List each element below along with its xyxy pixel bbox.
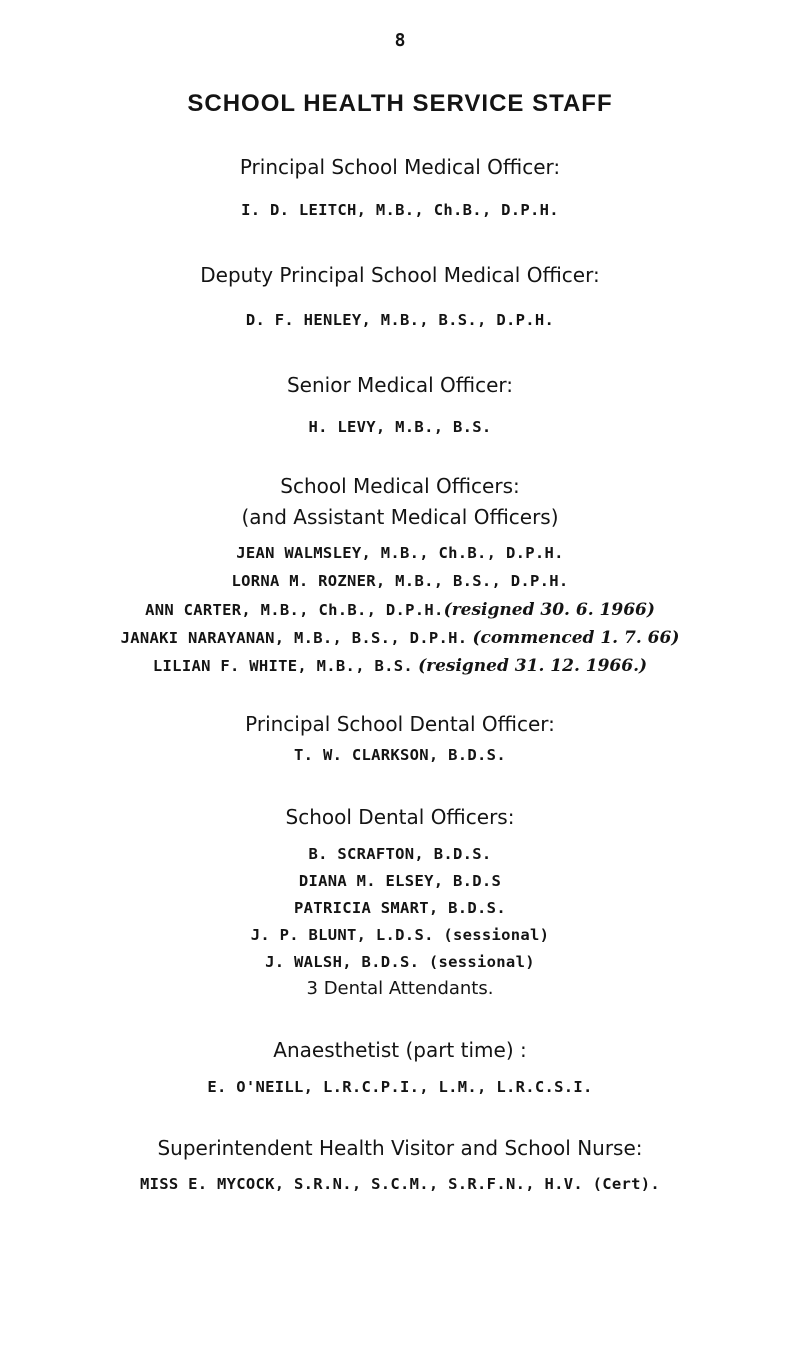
officer-name: JANAKI NARAYANAN, M.B., B.S., D.P.H.	[120, 629, 468, 647]
school-dental-officer: J. WALSH, B.D.S. (sessional)	[265, 953, 535, 971]
school-dental-officer: B. SCRAFTON, B.D.S.	[308, 845, 492, 863]
school-medical-officer	[0, 572, 800, 590]
school-dental-officer: DIANA M. ELSEY, B.D.S	[298, 872, 502, 890]
officer-name: LORNA M. ROZNER, M.B., B.S., D.P.H.	[231, 572, 569, 590]
school-medical-officer	[0, 600, 800, 620]
officer-name: JEAN WALMSLEY, M.B., Ch.B., D.P.H.	[236, 544, 564, 562]
principal-dental-officer: T. W. CLARKSON, B.D.S.	[294, 746, 506, 764]
deputy-medical-heading: Deputy Principal School Medical Officer:	[200, 263, 600, 287]
anaesthetist-heading: Anaesthetist (part time) :	[273, 1038, 527, 1062]
school-medical-officer	[0, 656, 800, 676]
officer-note: (resigned 31. 12. 1966.)	[418, 656, 648, 676]
page-title: SCHOOL HEALTH SERVICE STAFF	[187, 90, 613, 117]
principal-medical-heading: Principal School Medical Officer:	[239, 155, 561, 179]
principal-medical-officer: I. D. LEITCH, M.B., Ch.B., D.P.H.	[241, 201, 559, 219]
officer-name: LILIAN F. WHITE, M.B., B.S.	[152, 657, 413, 675]
school-medical-heading: School Medical Officers:	[280, 474, 520, 498]
school-medical-officer	[0, 544, 800, 562]
superintendent-heading: Superintendent Health Visitor and School Nurse:	[157, 1136, 643, 1160]
superintendent: MISS E. MYCOCK, S.R.N., S.C.M., S.R.F.N., H.V. (Cert).	[139, 1175, 661, 1193]
school-dental-officer: J. P. BLUNT, L.D.S. (sessional)	[250, 926, 550, 944]
officer-name: ANN CARTER, M.B., Ch.B., D.P.H.	[145, 601, 444, 619]
dental-attendants: 3 Dental Attendants.	[306, 978, 494, 999]
officer-note: (resigned 30. 6. 1966)	[443, 600, 655, 620]
officer-note: (commenced 1. 7. 66)	[472, 628, 680, 648]
deputy-medical-officer: D. F. HENLEY, M.B., B.S., D.P.H.	[245, 311, 555, 329]
school-dental-officer: PATRICIA SMART, B.D.S.	[294, 899, 506, 917]
anaesthetist: E. O'NEILL, L.R.C.P.I., L.M., L.R.C.S.I.	[207, 1078, 593, 1096]
school-medical-subheading: (and Assistant Medical Officers)	[241, 505, 559, 529]
senior-medical-officer: H. LEVY, M.B., B.S.	[308, 418, 492, 436]
page-number: 8	[394, 30, 406, 51]
school-dental-heading: School Dental Officers:	[285, 805, 515, 829]
senior-medical-heading: Senior Medical Officer:	[286, 373, 513, 397]
principal-dental-heading: Principal School Dental Officer:	[245, 712, 555, 736]
school-medical-officer	[0, 628, 800, 648]
